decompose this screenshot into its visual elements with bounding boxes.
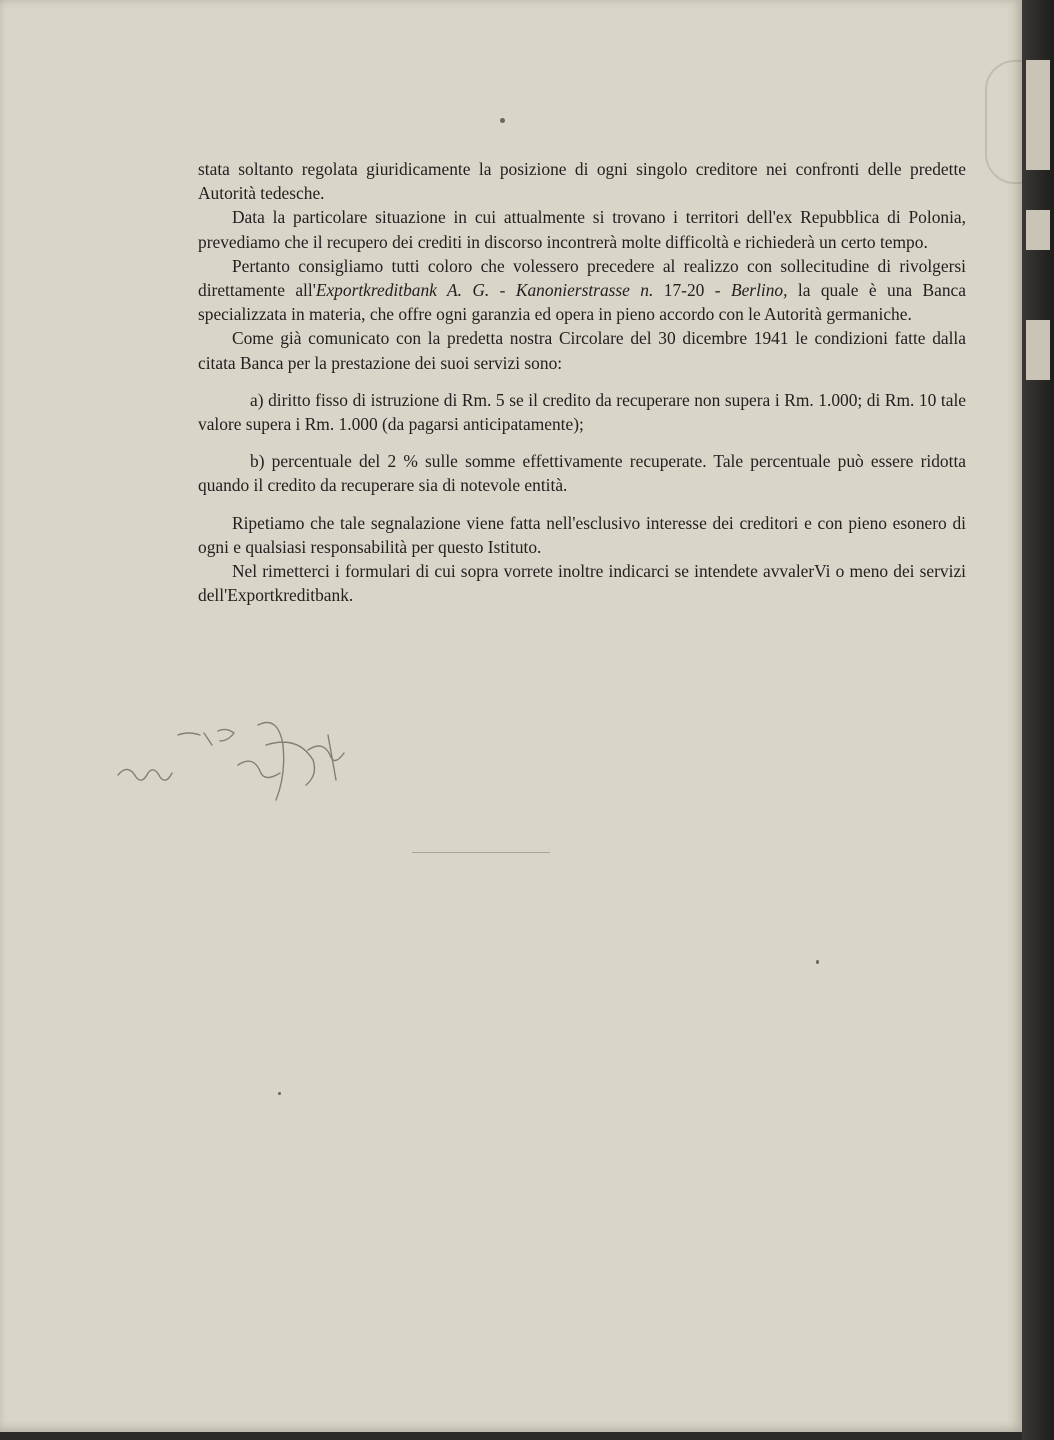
separator-rule [412, 852, 550, 853]
binding-tab [1026, 210, 1050, 250]
paragraph-5: Ripetiamo che tale segnalazione viene fatta nell'esclusivo interesse dei creditori e con pieno esonero di ogni e qualsiasi responsabilità per questo Istituto. [198, 512, 966, 557]
ink-speck [816, 960, 819, 964]
binding-edge [1022, 0, 1054, 1440]
paragraph-6: Nel rimetterci i formulari di cui sopra vorrete inoltre indicarci se intendete avvalerVi o meno dei servizi dell'Exportkreditbank. [198, 561, 966, 606]
ink-speck [278, 1092, 281, 1095]
street-number: 17-20 - [653, 280, 731, 301]
bleed-through-seal [985, 60, 1022, 184]
letter-body [198, 157, 966, 607]
condition-a: a) diritto fisso di istruzione di Rm. 5 se il credito da recuperare non supera i Rm. 1.000; di Rm. 10 tale valore supera i Rm. 1.000 (da pagarsi anticipatamente); [198, 389, 966, 435]
paragraph-2: Data la particolare situazione in cui attualmente si trovano i territori dell'ex Repubblica di Polonia, prevediamo che il recupero dei crediti in discorso incontrerà molte difficoltà e richiederà un certo tempo. [198, 207, 966, 252]
handwritten-signature [108, 705, 358, 815]
paragraph-4: Come già comunicato con la predetta nostra Circolare del 30 dicembre 1941 le condizioni fatte dalla citata Banca per la prestazione dei suoi servizi sono: [198, 328, 966, 373]
paragraph-3 [198, 254, 966, 327]
bleed-through-heading [60, 48, 74, 99]
paragraph-3-tail: la quale è una Banca specializzata in materia, che offre ogni garanzia ed opera in pieno accordo con le Autorità germaniche. [198, 280, 966, 325]
binding-tab [1026, 60, 1050, 170]
condition-b: b) percentuale del 2 % sulle somme effettivamente recuperate. Tale percentuale può essere ridotta quando il credito da recuperare sia di notevole entità. [198, 451, 966, 496]
ink-speck [500, 118, 505, 123]
bank-name: Exportkreditbank A. G. - Kanonierstrasse n. [315, 280, 654, 301]
binding-tab [1026, 320, 1050, 380]
bank-city: Berlino, [730, 280, 788, 301]
paragraph-1: stata soltanto regolata giuridicamente la posizione di ogni singolo creditore nei confronti delle predette Autorità tedesche. [198, 159, 966, 204]
paragraph-3-lead: Pertanto consigliamo tutti coloro che volessero precedere al realizzo con sollecitudine di rivolgersi direttamente all' [198, 255, 966, 301]
